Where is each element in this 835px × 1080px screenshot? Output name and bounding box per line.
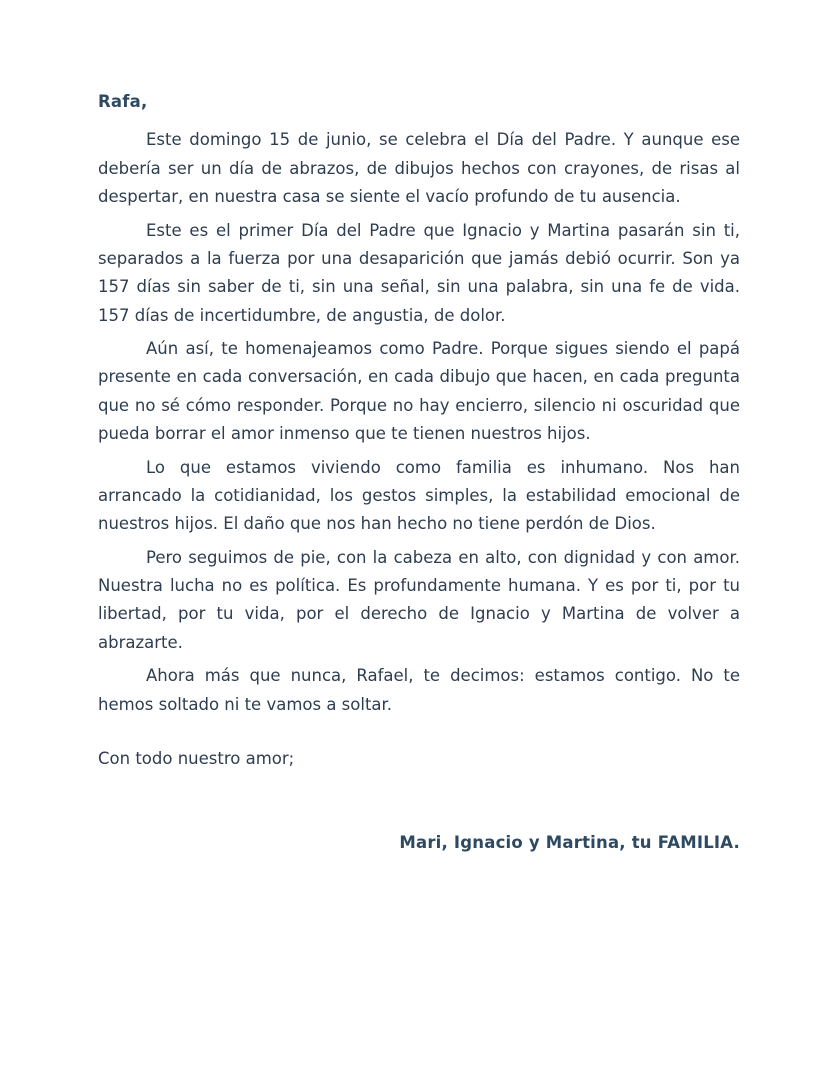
letter-paragraph-2: Este es el primer Día del Padre que Ignacio y Martina pasarán sin ti, separados a la fuerza por una desaparición que jamás debió ocurrir. Son ya 157 días sin saber de ti, sin una señal, sin una palabra, sin una fe de vida. 157 días de incertidumbre, de angustia, de dolor.	[98, 220, 740, 325]
letter-paragraph-3: Aún así, te homenajeamos como Padre. Porque sigues siendo el papá presente en cada conversación, en cada dibujo que hacen, en cada pregunta que no sé cómo responder. Porque no hay encierro, silencio ni oscuridad que pueda borrar el amor inmenso que te tienen nuestros hijos.	[98, 339, 740, 444]
letter-closing: Con todo nuestro amor;	[98, 748, 295, 768]
letter-paragraph-1: Este domingo 15 de junio, se celebra el Día del Padre. Y aunque ese debería ser un día de abrazos, de dibujos hechos con crayones, de risas al despertar, en nuestra casa se siente el vacío profundo de tu ausencia.	[98, 130, 740, 207]
letter-paragraph-4: Lo que estamos viviendo como familia es inhumano. Nos han arrancado la cotidianidad, los gestos simples, la estabilidad emocional de nuestros hijos. El daño que nos han hecho no tiene perdón de Dios.	[98, 457, 740, 534]
letter-paragraph-6: Ahora más que nunca, Rafael, te decimos: estamos contigo. No te hemos soltado ni te vamos a soltar.	[98, 666, 740, 714]
letter-paragraph-5: Pero seguimos de pie, con la cabeza en alto, con dignidad y con amor. Nuestra lucha no es política. Es profundamente humana. Y es por ti, por tu libertad, por tu vida, por el derecho de Ignacio y Martina de volver a abrazarte.	[98, 547, 740, 652]
letter-salutation: Rafa,	[98, 92, 148, 111]
letter-body	[98, 88, 740, 858]
letter-signature: Mari, Ignacio y Martina, tu FAMILIA.	[399, 833, 740, 853]
